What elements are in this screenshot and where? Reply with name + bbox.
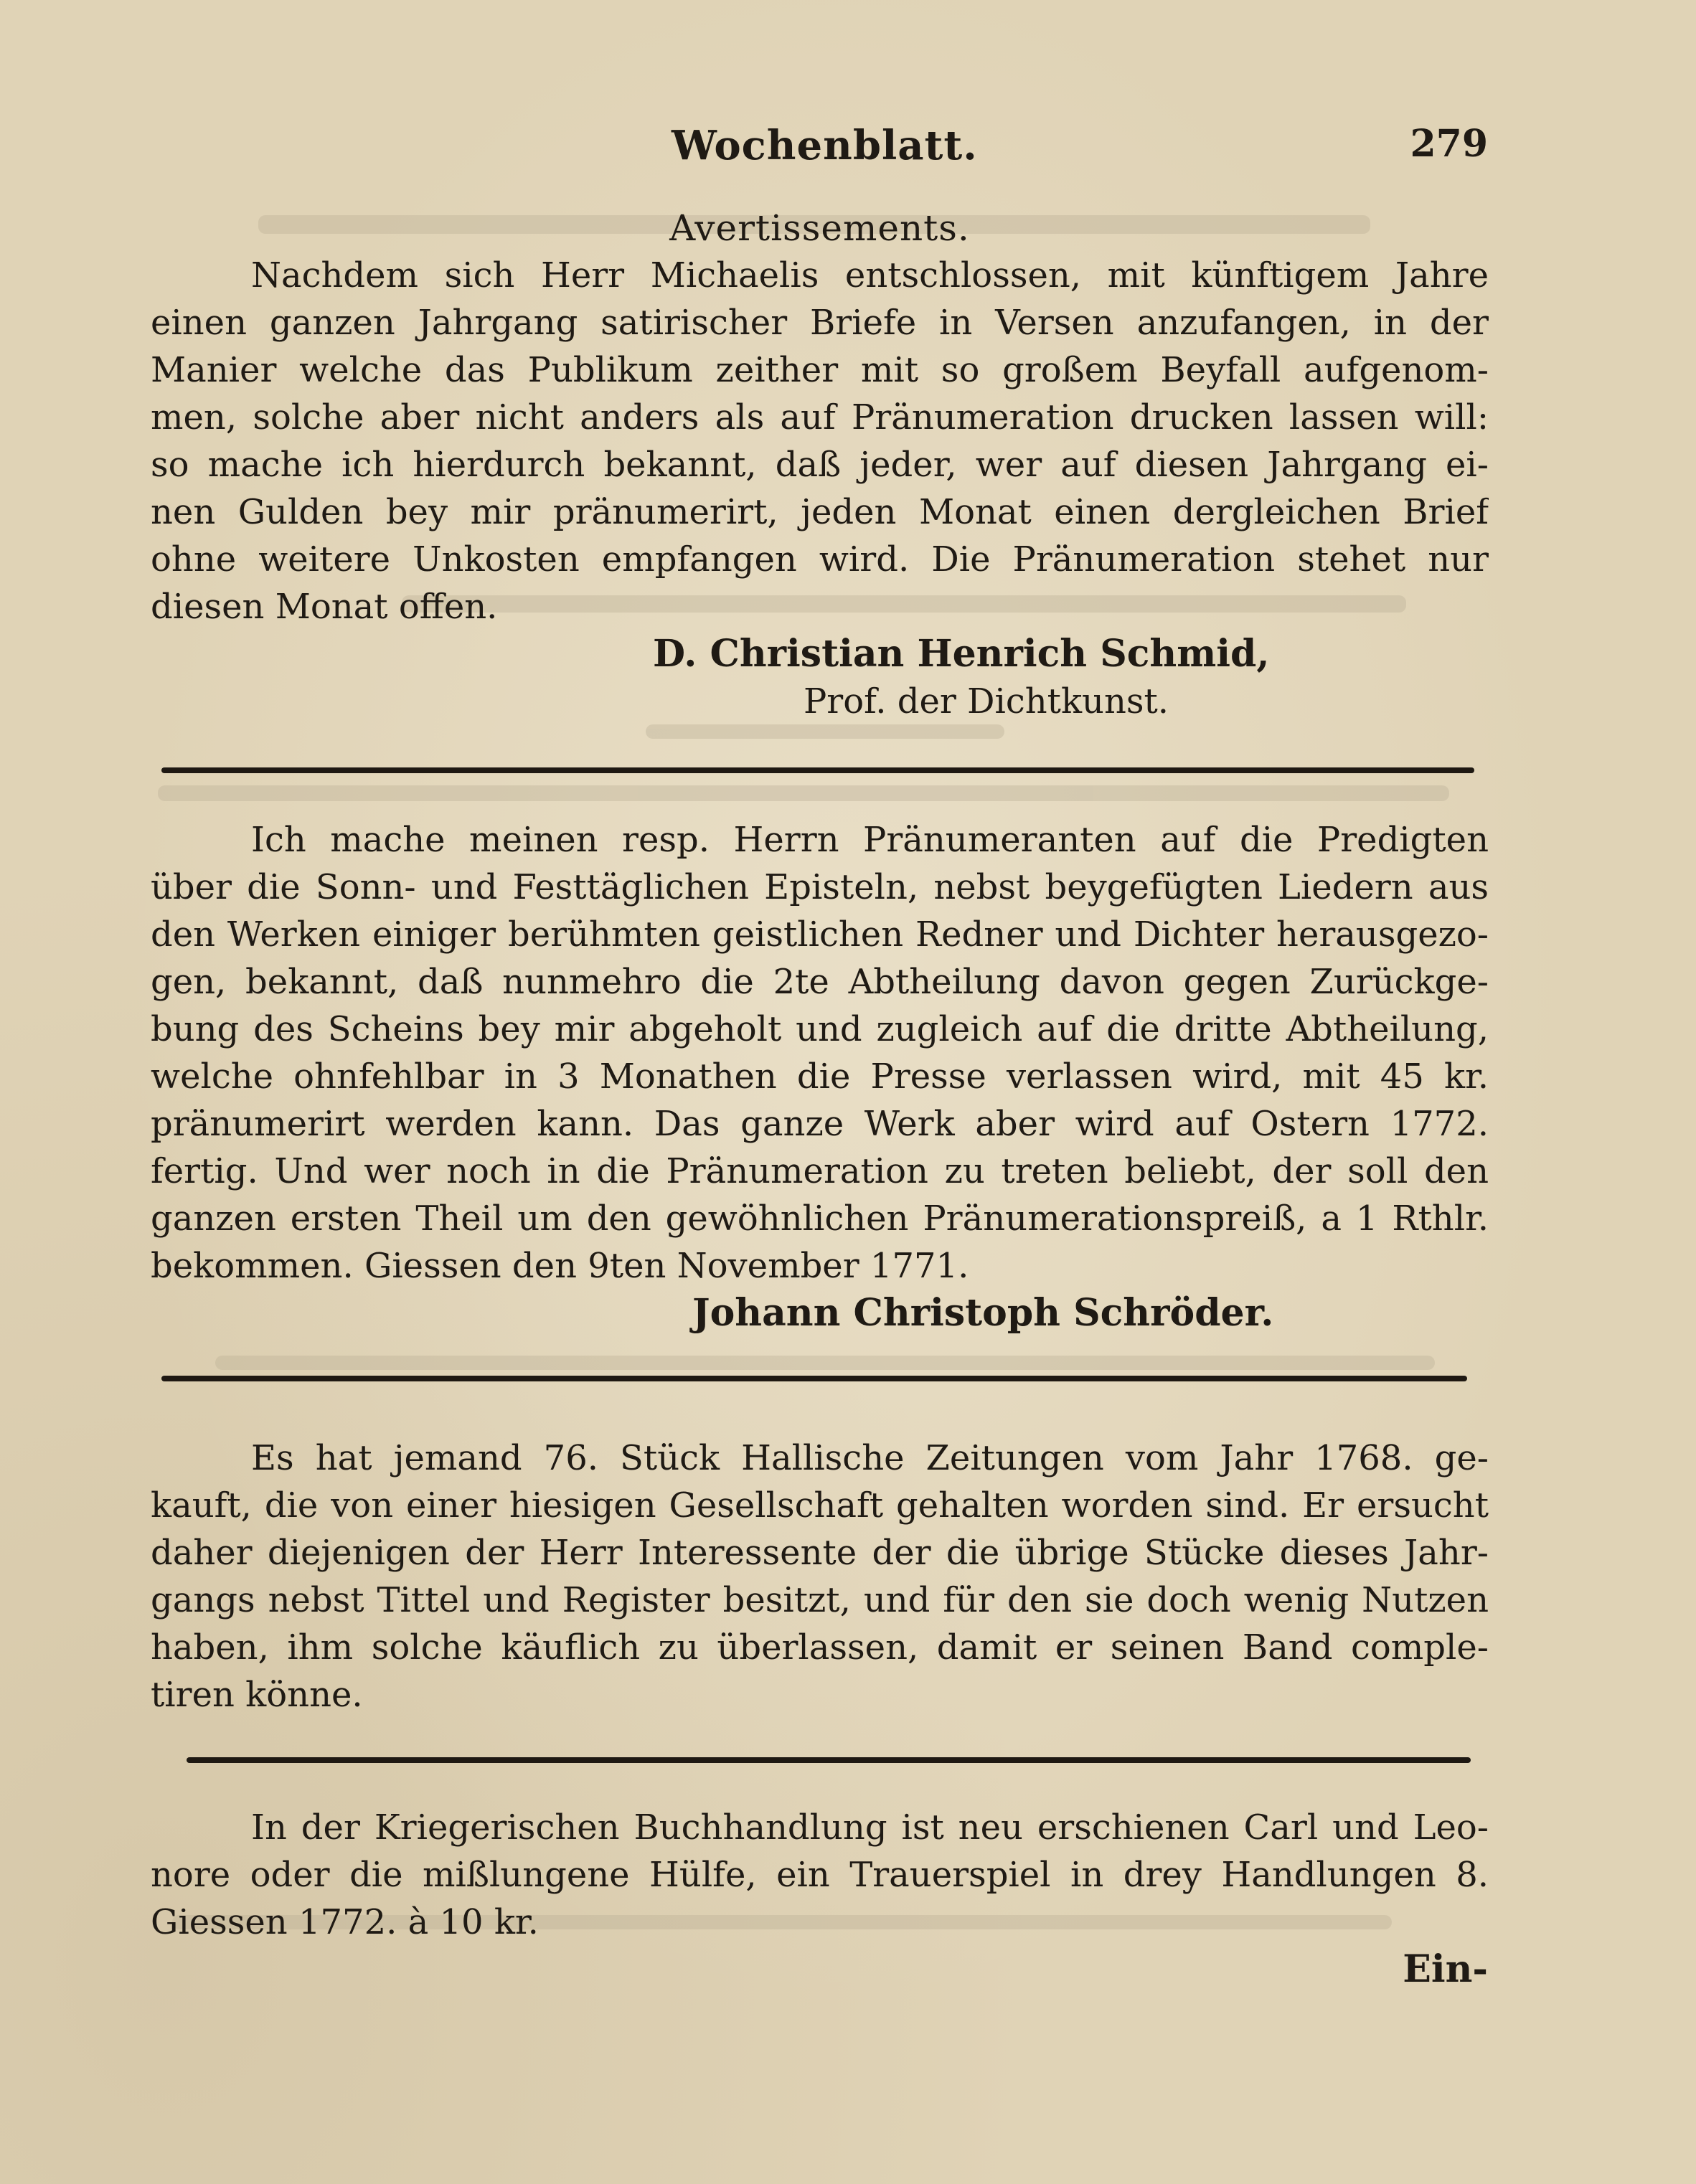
advertisement-1 bbox=[151, 204, 1489, 725]
text-line: In der Kriegerischen Buchhandlung ist neu erschienen Carl und Leo- bbox=[251, 1807, 1489, 1848]
text-line: über die Sonn- und Festtäglichen Episteln, nebst beygefügten Liedern aus bbox=[151, 867, 1489, 907]
text-line: gen, bekannt, daß nunmehro die 2te Abtheilung davon gegen Zurückge- bbox=[151, 962, 1489, 1002]
text-line: kauft, die von einer hiesigen Gesellschaft gehalten worden sind. Er ersucht bbox=[151, 1485, 1489, 1526]
text-line: Giessen 1772. à 10 kr. bbox=[151, 1902, 539, 1942]
text-line: den Werken einiger berühmten geistlichen Redner und Dichter herausgezo- bbox=[151, 914, 1489, 955]
advertisement-2 bbox=[151, 816, 1489, 1337]
text-line: nen Gulden bey mir pränumerirt, jeden Monat einen dergleichen Brief bbox=[151, 492, 1489, 532]
signature-name: Johann Christoph Schröder. bbox=[692, 1291, 1274, 1335]
text-line: diesen Monat offen. bbox=[151, 587, 498, 627]
text-line: Manier welche das Publikum zeither mit so großem Beyfall aufgenom- bbox=[151, 350, 1489, 390]
text-line: einen ganzen Jahrgang satirischer Briefe in Versen anzufangen, in der bbox=[151, 303, 1489, 343]
text-line: tiren könne. bbox=[151, 1675, 363, 1715]
text-line: bung des Scheins bey mir abgeholt und zugleich auf die dritte Abtheilung, bbox=[151, 1009, 1489, 1049]
catchword: Ein- bbox=[1403, 1947, 1488, 1991]
text-line: Ich mache meinen resp. Herrn Pränumeranten auf die Predigten bbox=[251, 820, 1489, 860]
section-heading: Avertissements. bbox=[669, 207, 970, 249]
running-title: Wochenblatt. bbox=[672, 122, 978, 169]
signature-name: D. Christian Henrich Schmid, bbox=[653, 632, 1270, 676]
text-line: pränumerirt werden kann. Das ganze Werk aber wird auf Ostern 1772. bbox=[151, 1104, 1489, 1144]
text-line: gangs nebst Tittel und Register besitzt, und für den sie doch wenig Nutzen bbox=[151, 1580, 1489, 1620]
page-number: 279 bbox=[1410, 122, 1488, 166]
text-line: fertig. Und wer noch in die Pränumeration zu treten beliebt, der soll den bbox=[151, 1151, 1489, 1191]
signature-title: Prof. der Dichtkunst. bbox=[804, 681, 1169, 722]
advertisement-4 bbox=[151, 1804, 1489, 1946]
text-line: Nachdem sich Herr Michaelis entschlossen, mit künftigem Jahre bbox=[251, 255, 1489, 296]
text-line: haben, ihm solche käuflich zu überlassen, damit er seinen Band comple- bbox=[151, 1627, 1489, 1668]
text-line: daher diejenigen der Herr Interessente der die übrige Stücke dieses Jahr- bbox=[151, 1533, 1489, 1573]
text-line: ohne weitere Unkosten empfangen wird. Die Pränumeration stehet nur bbox=[151, 539, 1489, 580]
text-line: Es hat jemand 76. Stück Hallische Zeitungen vom Jahr 1768. ge- bbox=[251, 1438, 1489, 1478]
divider-rule bbox=[161, 1376, 1467, 1381]
page-header bbox=[151, 122, 1488, 172]
advertisement-3 bbox=[151, 1434, 1489, 1719]
divider-rule bbox=[161, 767, 1474, 773]
text-line: ganzen ersten Theil um den gewöhnlichen Pränumerationspreiß, a 1 Rthlr. bbox=[151, 1199, 1489, 1239]
text-line: nore oder die mißlungene Hülfe, ein Trauerspiel in drey Handlungen 8. bbox=[151, 1855, 1489, 1895]
divider-rule bbox=[187, 1757, 1471, 1763]
text-line: men, solche aber nicht anders als auf Pränumeration drucken lassen will: bbox=[151, 397, 1489, 438]
text-line: welche ohnfehlbar in 3 Monathen die Presse verlassen wird, mit 45 kr. bbox=[151, 1056, 1489, 1097]
text-line: so mache ich hierdurch bekannt, daß jeder, wer auf diesen Jahrgang ei- bbox=[151, 445, 1489, 485]
text-line: bekommen. Giessen den 9ten November 1771. bbox=[151, 1246, 969, 1286]
